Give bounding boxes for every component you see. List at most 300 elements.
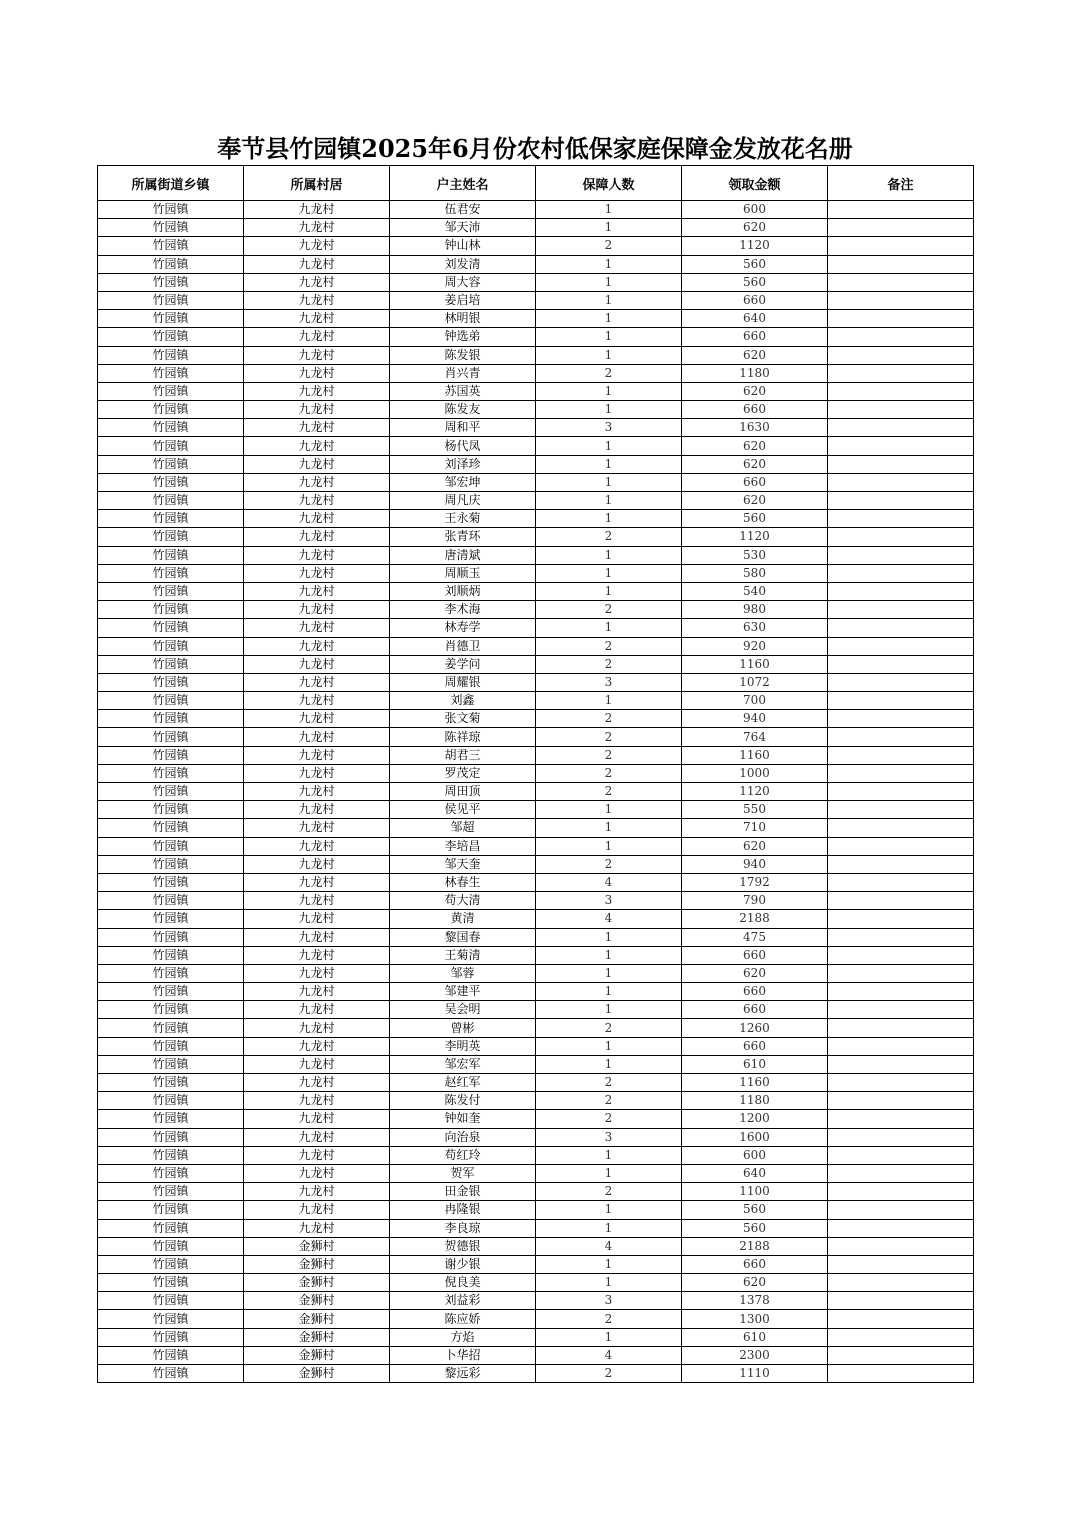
cell-village: 九龙村 [244,819,390,837]
cell-amount: 660 [682,1037,828,1055]
cell-householder: 李良琼 [390,1219,536,1237]
cell-township: 竹园镇 [98,1019,244,1037]
cell-township: 竹园镇 [98,437,244,455]
cell-township: 竹园镇 [98,382,244,400]
cell-village: 九龙村 [244,619,390,637]
table-row [98,983,974,1001]
cell-amount: 660 [682,983,828,1001]
cell-amount: 1260 [682,1019,828,1037]
cell-amount: 660 [682,401,828,419]
table-row [98,510,974,528]
table-row [98,419,974,437]
cell-township: 竹园镇 [98,801,244,819]
cell-persons: 3 [536,673,682,691]
cell-amount: 1120 [682,237,828,255]
cell-village: 九龙村 [244,1037,390,1055]
table-row [98,964,974,982]
cell-township: 竹园镇 [98,673,244,691]
cell-township: 竹园镇 [98,837,244,855]
cell-village: 九龙村 [244,1128,390,1146]
cell-amount: 620 [682,346,828,364]
cell-township: 竹园镇 [98,346,244,364]
cell-remarks [828,873,974,891]
cell-township: 竹园镇 [98,401,244,419]
roster-table [97,165,974,1383]
cell-village: 九龙村 [244,673,390,691]
cell-remarks [828,364,974,382]
cell-township: 竹园镇 [98,255,244,273]
cell-amount: 920 [682,637,828,655]
cell-amount: 710 [682,819,828,837]
cell-persons: 1 [536,582,682,600]
table-row [98,764,974,782]
cell-persons: 2 [536,746,682,764]
cell-householder: 邹天沛 [390,219,536,237]
table-row [98,273,974,291]
cell-persons: 1 [536,346,682,364]
cell-persons: 1 [536,1037,682,1055]
cell-persons: 1 [536,291,682,309]
table-row [98,364,974,382]
cell-remarks [828,1183,974,1201]
cell-remarks [828,419,974,437]
cell-remarks [828,1019,974,1037]
table-row [98,255,974,273]
cell-householder: 肖兴青 [390,364,536,382]
table-row [98,1237,974,1255]
cell-persons: 2 [536,364,682,382]
cell-householder: 周耀银 [390,673,536,691]
cell-amount: 1378 [682,1292,828,1310]
table-row [98,1019,974,1037]
table-row [98,1092,974,1110]
cell-township: 竹园镇 [98,1365,244,1383]
cell-householder: 刘发清 [390,255,536,273]
cell-remarks [828,1346,974,1364]
cell-township: 竹园镇 [98,492,244,510]
cell-township: 竹园镇 [98,619,244,637]
column-header-householder: 户主姓名 [390,166,536,201]
cell-remarks [828,1128,974,1146]
cell-amount: 1072 [682,673,828,691]
cell-persons: 1 [536,1255,682,1273]
cell-amount: 620 [682,1274,828,1292]
cell-remarks [828,1110,974,1128]
cell-householder: 邹超 [390,819,536,837]
cell-amount: 1300 [682,1310,828,1328]
cell-remarks [828,746,974,764]
cell-township: 竹园镇 [98,1164,244,1182]
table-row [98,1274,974,1292]
cell-remarks [828,255,974,273]
cell-amount: 1110 [682,1365,828,1383]
cell-persons: 1 [536,401,682,419]
table-row [98,1328,974,1346]
cell-township: 竹园镇 [98,1274,244,1292]
cell-village: 九龙村 [244,237,390,255]
cell-amount: 640 [682,1164,828,1182]
cell-remarks [828,219,974,237]
cell-remarks [828,1001,974,1019]
cell-householder: 周凡庆 [390,492,536,510]
cell-persons: 1 [536,946,682,964]
cell-amount: 580 [682,564,828,582]
cell-householder: 王菊清 [390,946,536,964]
cell-village: 九龙村 [244,364,390,382]
cell-township: 竹园镇 [98,1310,244,1328]
cell-householder: 邹建平 [390,983,536,1001]
cell-householder: 李术海 [390,601,536,619]
table-row [98,1037,974,1055]
cell-remarks [828,510,974,528]
table-row [98,946,974,964]
table-row [98,801,974,819]
cell-persons: 1 [536,837,682,855]
cell-amount: 530 [682,546,828,564]
cell-township: 竹园镇 [98,1037,244,1055]
cell-village: 九龙村 [244,1146,390,1164]
cell-householder: 周顺玉 [390,564,536,582]
cell-village: 九龙村 [244,582,390,600]
cell-persons: 3 [536,1128,682,1146]
cell-village: 九龙村 [244,346,390,364]
cell-remarks [828,492,974,510]
table-row [98,437,974,455]
cell-persons: 2 [536,1183,682,1201]
cell-householder: 苟红玲 [390,1146,536,1164]
cell-village: 九龙村 [244,564,390,582]
cell-township: 竹园镇 [98,582,244,600]
table-row [98,892,974,910]
table-row [98,1128,974,1146]
cell-persons: 2 [536,1019,682,1037]
cell-persons: 1 [536,1328,682,1346]
cell-householder: 冉隆银 [390,1201,536,1219]
cell-amount: 790 [682,892,828,910]
cell-township: 竹园镇 [98,1183,244,1201]
cell-remarks [828,710,974,728]
cell-village: 九龙村 [244,637,390,655]
cell-village: 九龙村 [244,1164,390,1182]
table-row [98,1001,974,1019]
cell-householder: 陈祥琼 [390,728,536,746]
cell-persons: 3 [536,892,682,910]
table-body [98,201,974,1383]
cell-township: 竹园镇 [98,892,244,910]
cell-householder: 林春生 [390,873,536,891]
cell-householder: 胡君三 [390,746,536,764]
cell-village: 九龙村 [244,328,390,346]
cell-householder: 苏国英 [390,382,536,400]
cell-persons: 1 [536,510,682,528]
table-row [98,673,974,691]
cell-remarks [828,728,974,746]
cell-householder: 黎国春 [390,928,536,946]
table-row [98,1201,974,1219]
cell-persons: 4 [536,873,682,891]
cell-remarks [828,1164,974,1182]
table-row [98,855,974,873]
table-row [98,473,974,491]
cell-persons: 1 [536,964,682,982]
cell-persons: 2 [536,601,682,619]
cell-amount: 475 [682,928,828,946]
cell-village: 九龙村 [244,783,390,801]
cell-village: 九龙村 [244,255,390,273]
cell-remarks [828,964,974,982]
cell-township: 竹园镇 [98,1237,244,1255]
table-row [98,1055,974,1073]
table-row [98,1110,974,1128]
cell-village: 九龙村 [244,873,390,891]
table-row [98,346,974,364]
cell-persons: 2 [536,637,682,655]
cell-village: 九龙村 [244,1201,390,1219]
cell-remarks [828,601,974,619]
cell-householder: 杨代凤 [390,437,536,455]
cell-householder: 钟选弟 [390,328,536,346]
cell-persons: 1 [536,564,682,582]
table-row [98,1183,974,1201]
cell-village: 金狮村 [244,1346,390,1364]
cell-village: 九龙村 [244,546,390,564]
table-row [98,692,974,710]
column-header-persons: 保障人数 [536,166,682,201]
table-row [98,783,974,801]
cell-householder: 李培昌 [390,837,536,855]
cell-remarks [828,401,974,419]
cell-persons: 1 [536,1219,682,1237]
cell-householder: 张文菊 [390,710,536,728]
cell-amount: 660 [682,946,828,964]
table-row [98,328,974,346]
cell-township: 竹园镇 [98,655,244,673]
cell-remarks [828,1219,974,1237]
cell-householder: 吴会明 [390,1001,536,1019]
cell-householder: 赵红军 [390,1074,536,1092]
cell-amount: 540 [682,582,828,600]
cell-township: 竹园镇 [98,1092,244,1110]
cell-remarks [828,346,974,364]
cell-township: 竹园镇 [98,1074,244,1092]
cell-remarks [828,692,974,710]
cell-persons: 1 [536,1164,682,1182]
cell-township: 竹园镇 [98,710,244,728]
cell-persons: 2 [536,728,682,746]
cell-village: 九龙村 [244,201,390,219]
cell-village: 金狮村 [244,1237,390,1255]
table-row [98,528,974,546]
cell-amount: 1160 [682,1074,828,1092]
cell-persons: 3 [536,1292,682,1310]
cell-householder: 钟如奎 [390,1110,536,1128]
cell-persons: 3 [536,419,682,437]
cell-amount: 660 [682,328,828,346]
cell-householder: 陈发友 [390,401,536,419]
cell-persons: 4 [536,1237,682,1255]
cell-persons: 1 [536,819,682,837]
cell-persons: 2 [536,764,682,782]
cell-householder: 方焰 [390,1328,536,1346]
cell-remarks [828,619,974,637]
cell-remarks [828,437,974,455]
cell-amount: 620 [682,219,828,237]
cell-householder: 林寿学 [390,619,536,637]
table-row [98,455,974,473]
cell-persons: 2 [536,783,682,801]
cell-amount: 630 [682,619,828,637]
cell-householder: 李明英 [390,1037,536,1055]
cell-village: 九龙村 [244,492,390,510]
cell-township: 竹园镇 [98,637,244,655]
cell-village: 九龙村 [244,837,390,855]
cell-persons: 4 [536,910,682,928]
cell-village: 九龙村 [244,437,390,455]
cell-remarks [828,237,974,255]
cell-township: 竹园镇 [98,1219,244,1237]
cell-township: 竹园镇 [98,1001,244,1019]
cell-householder: 唐清斌 [390,546,536,564]
cell-persons: 1 [536,1055,682,1073]
cell-amount: 2300 [682,1346,828,1364]
cell-remarks [828,673,974,691]
cell-persons: 1 [536,273,682,291]
cell-township: 竹园镇 [98,237,244,255]
cell-remarks [828,1274,974,1292]
cell-village: 九龙村 [244,764,390,782]
table-row [98,401,974,419]
table-row [98,310,974,328]
cell-persons: 1 [536,492,682,510]
cell-householder: 刘泽珍 [390,455,536,473]
cell-amount: 1160 [682,655,828,673]
cell-village: 九龙村 [244,473,390,491]
column-header-township: 所属街道乡镇 [98,166,244,201]
cell-amount: 1630 [682,419,828,437]
cell-amount: 620 [682,964,828,982]
table-row [98,837,974,855]
table-row [98,201,974,219]
table-row [98,582,974,600]
table-row [98,819,974,837]
cell-persons: 2 [536,1110,682,1128]
cell-amount: 560 [682,1219,828,1237]
cell-householder: 黎远彩 [390,1365,536,1383]
table-row [98,546,974,564]
cell-amount: 620 [682,492,828,510]
cell-remarks [828,528,974,546]
cell-township: 竹园镇 [98,1255,244,1273]
cell-householder: 王永菊 [390,510,536,528]
cell-township: 竹园镇 [98,328,244,346]
cell-householder: 周田顶 [390,783,536,801]
cell-remarks [828,1074,974,1092]
cell-persons: 2 [536,710,682,728]
cell-township: 竹园镇 [98,819,244,837]
cell-householder: 林明银 [390,310,536,328]
cell-remarks [828,928,974,946]
cell-township: 竹园镇 [98,219,244,237]
cell-remarks [828,201,974,219]
cell-amount: 700 [682,692,828,710]
cell-householder: 刘顺炳 [390,582,536,600]
cell-township: 竹园镇 [98,764,244,782]
cell-township: 竹园镇 [98,746,244,764]
table-row [98,1074,974,1092]
cell-township: 竹园镇 [98,910,244,928]
table-row [98,1219,974,1237]
table-row [98,655,974,673]
cell-township: 竹园镇 [98,1055,244,1073]
cell-householder: 贺德银 [390,1237,536,1255]
table-row [98,219,974,237]
cell-remarks [828,801,974,819]
cell-amount: 560 [682,273,828,291]
cell-amount: 620 [682,837,828,855]
cell-householder: 卜华招 [390,1346,536,1364]
cell-householder: 曾彬 [390,1019,536,1037]
cell-village: 九龙村 [244,1110,390,1128]
cell-householder: 倪良美 [390,1274,536,1292]
cell-village: 九龙村 [244,401,390,419]
cell-amount: 560 [682,255,828,273]
cell-township: 竹园镇 [98,564,244,582]
cell-persons: 2 [536,855,682,873]
cell-township: 竹园镇 [98,1292,244,1310]
table-row [98,910,974,928]
cell-persons: 2 [536,1365,682,1383]
cell-persons: 2 [536,1092,682,1110]
cell-amount: 640 [682,310,828,328]
cell-village: 九龙村 [244,1055,390,1073]
cell-householder: 姜学问 [390,655,536,673]
cell-persons: 1 [536,382,682,400]
cell-remarks [828,637,974,655]
table-row [98,1310,974,1328]
column-header-village: 所属村居 [244,166,390,201]
cell-remarks [828,564,974,582]
cell-persons: 2 [536,1074,682,1092]
cell-remarks [828,837,974,855]
cell-amount: 560 [682,510,828,528]
cell-remarks [828,892,974,910]
cell-remarks [828,1055,974,1073]
cell-remarks [828,1237,974,1255]
cell-amount: 1120 [682,783,828,801]
cell-village: 九龙村 [244,1074,390,1092]
cell-amount: 2188 [682,910,828,928]
cell-remarks [828,273,974,291]
cell-remarks [828,455,974,473]
table-row [98,564,974,582]
cell-village: 九龙村 [244,692,390,710]
cell-householder: 陈发付 [390,1092,536,1110]
cell-village: 九龙村 [244,910,390,928]
cell-township: 竹园镇 [98,1128,244,1146]
table-row [98,291,974,309]
cell-village: 九龙村 [244,946,390,964]
cell-township: 竹园镇 [98,1346,244,1364]
cell-amount: 1160 [682,746,828,764]
cell-amount: 610 [682,1055,828,1073]
cell-village: 九龙村 [244,1219,390,1237]
cell-village: 九龙村 [244,728,390,746]
cell-remarks [828,1292,974,1310]
cell-remarks [828,1365,974,1383]
cell-remarks [828,983,974,1001]
cell-township: 竹园镇 [98,473,244,491]
table-row [98,237,974,255]
